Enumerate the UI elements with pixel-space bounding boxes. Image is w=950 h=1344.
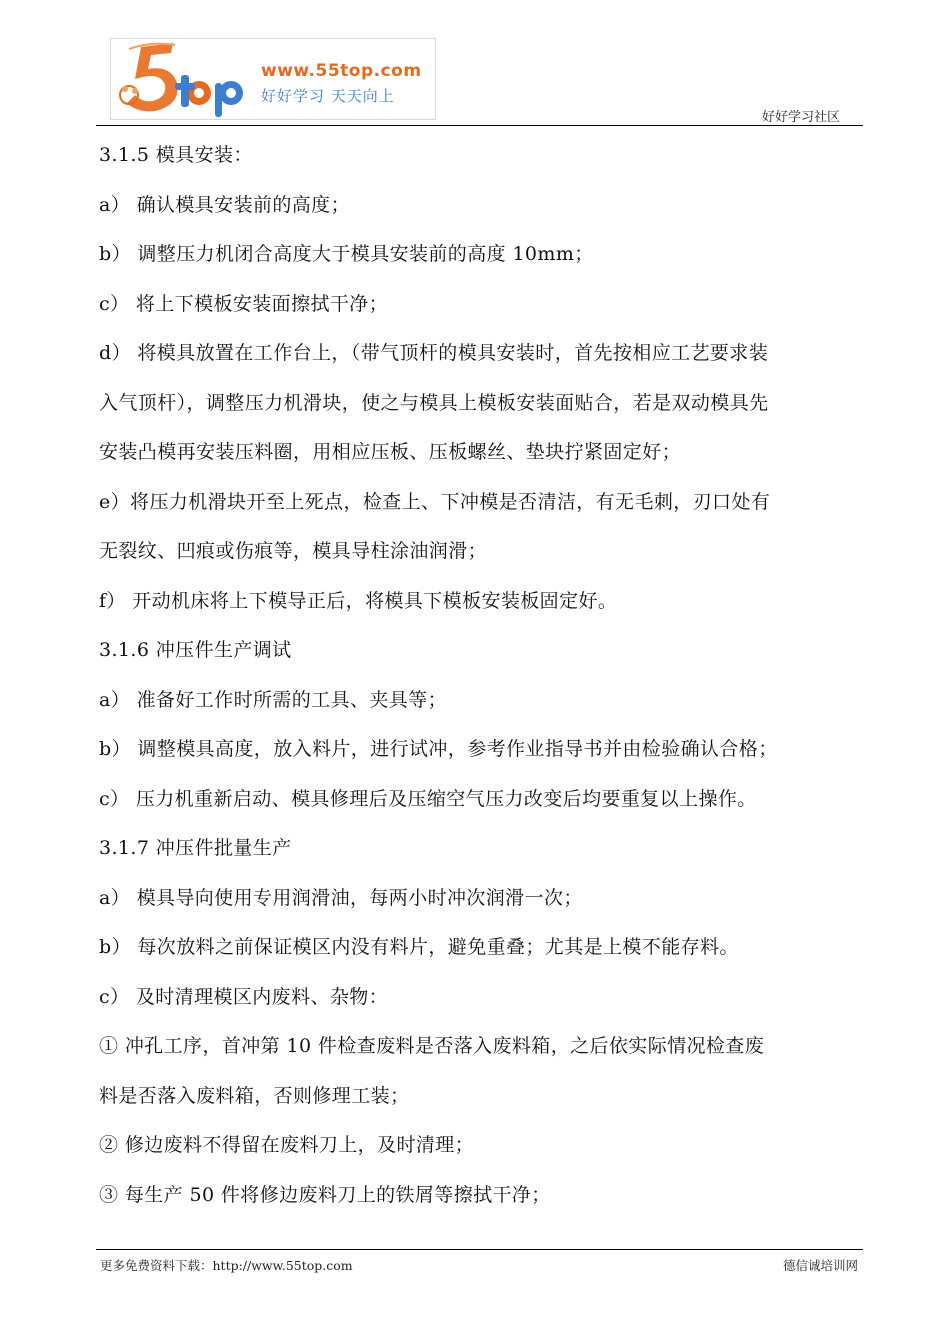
paragraph: a） 模具导向使用专用润滑油，每两小时冲次润滑一次； (99, 886, 583, 909)
logo-slogan: 好好学习 天天向上 (261, 87, 395, 105)
site-logo (110, 38, 436, 120)
document-body (99, 131, 871, 1220)
paragraph: 料是否落入废料箱，否则修理工装； (99, 1084, 410, 1107)
section-heading: 3.1.6 冲压件生产调试 (99, 639, 292, 661)
header-divider (96, 125, 863, 126)
paragraph: e）将压力机滑块开至上死点，检查上、下冲模是否清洁，有无毛刺，刃口处有 (99, 490, 771, 513)
paragraph: 入气顶杆），调整压力机滑块，使之与模具上模板安装面贴合，若是双动模具先 (99, 391, 769, 414)
footer-divider (96, 1249, 863, 1250)
paragraph: a） 确认模具安装前的高度； (99, 193, 350, 216)
section-heading: 3.1.7 冲压件批量生产 (99, 837, 292, 859)
paragraph: ② 修边废料不得留在废料刀上，及时清理； (99, 1134, 475, 1156)
paragraph: c） 将上下模板安装面擦拭干净； (99, 292, 389, 315)
paragraph: f） 开动机床将上下模导正后，将模具下模板安装板固定好。 (99, 589, 618, 612)
paragraph: c） 及时清理模区内废料、杂物： (99, 985, 389, 1008)
section-heading: 3.1.5 模具安装： (99, 144, 253, 166)
paragraph: b） 调整模具高度，放入料片，进行试冲，参考作业指导书并由检验确认合格； (99, 738, 778, 760)
paragraph: ① 冲孔工序，首冲第 10 件检查废料是否落入废料箱，之后依实际情况检查废 (99, 1035, 765, 1057)
header-community-name: 好好学习社区 (761, 110, 840, 125)
paragraph: 无裂纹、凹痕或伤痕等，模具导柱涂油润滑； (99, 540, 488, 562)
paragraph: a） 准备好工作时所需的工具、夹具等； (99, 688, 447, 711)
paragraph: b） 调整压力机闭合高度大于模具安装前的高度 10mm； (99, 243, 594, 265)
paragraph: ③ 每生产 50 件将修边废料刀上的铁屑等擦拭干净； (99, 1183, 551, 1206)
footer-download-link[interactable]: 更多免费资料下载：http://www.55top.com (100, 1258, 353, 1273)
paragraph: 安装凸模再安装压料圈，用相应压板、压板螺丝、垫块拧紧固定好； (99, 441, 682, 463)
paragraph: c） 压力机重新启动、模具修理后及压缩空气压力改变后均要重复以上操作。 (99, 787, 757, 810)
logo-site-url: www.55top.com (261, 61, 422, 81)
footer-org-name: 德信诚培训网 (782, 1258, 858, 1273)
paragraph: d） 将模具放置在工作台上，（带气顶杆的模具安装时，首先按相应工艺要求装 (99, 342, 769, 364)
paragraph: b） 每次放料之前保证模区内没有料片，避免重叠；尤其是上模不能存料。 (99, 936, 739, 958)
